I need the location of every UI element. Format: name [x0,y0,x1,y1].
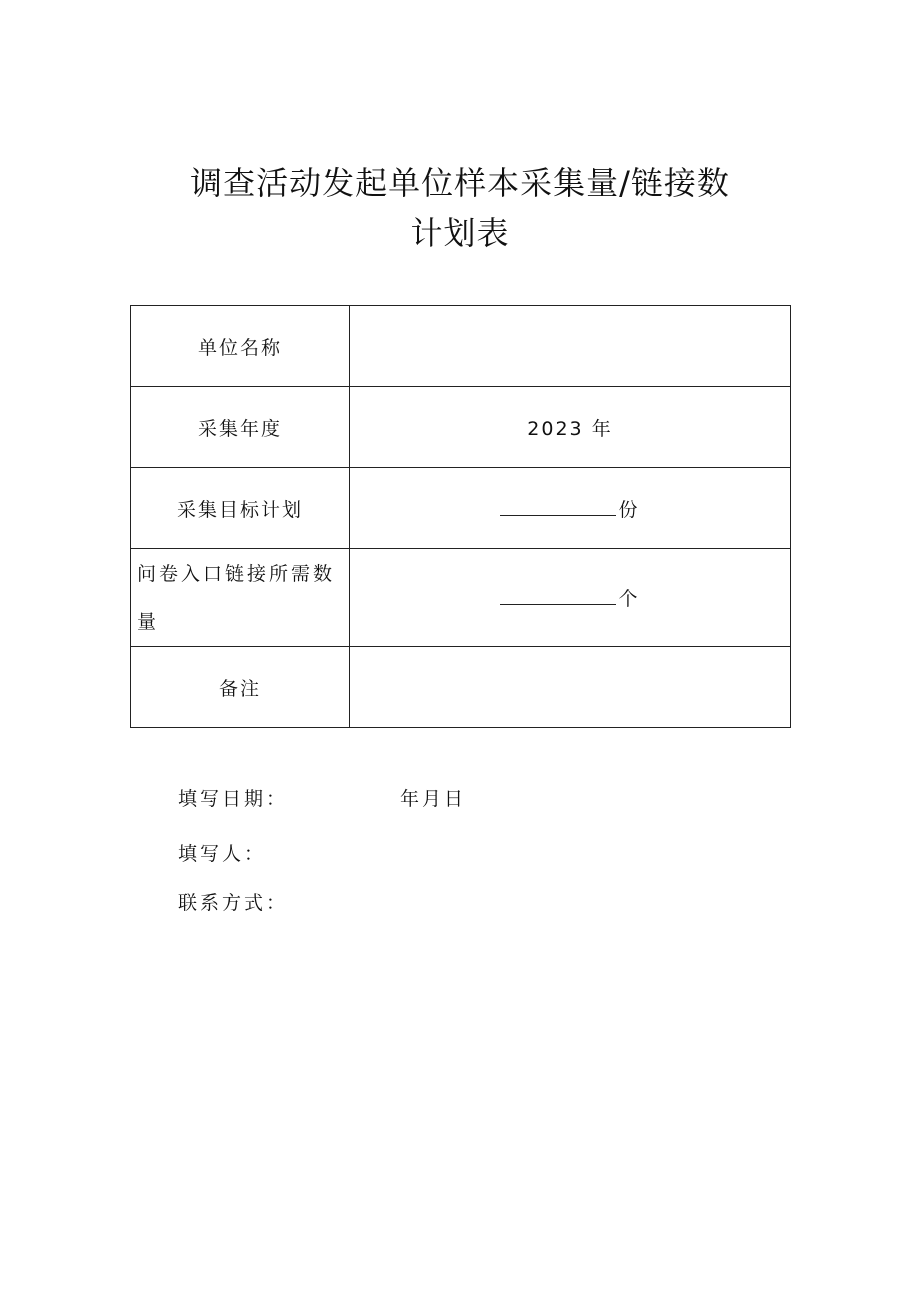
collection-year-value[interactable]: 2023 年 [350,387,791,468]
target-plan-unit: 份 [618,498,640,521]
filler-line [178,839,266,866]
link-count-unit: 个 [618,588,640,610]
table-row-remarks [131,647,791,728]
fill-date-label: 填写日期： [178,788,289,810]
fill-date-value[interactable]: 年月日 [400,788,467,810]
contact-line [178,888,288,915]
table-row-target-plan [131,468,791,549]
unit-name-field[interactable] [350,306,791,387]
plan-table [130,305,791,728]
target-plan-field[interactable] [350,468,791,549]
title-line-1: 调查活动发起单位样本采集量/链接数 [190,164,730,202]
page-title [0,158,920,258]
title-line-2: 计划表 [410,214,510,252]
collection-year-label: 采集年度 [131,387,350,468]
table-row-link-count [131,549,791,647]
remarks-label: 备注 [131,647,350,728]
remarks-field[interactable] [350,647,791,728]
filler-label: 填写人： [178,843,267,865]
link-count-blank[interactable] [500,586,616,605]
fill-date-line [178,784,467,811]
target-plan-blank[interactable] [500,497,616,516]
table-row-unit-name [131,306,791,387]
contact-label: 联系方式： [178,892,289,914]
target-plan-label: 采集目标计划 [131,468,350,549]
table-row-collection-year [131,387,791,468]
link-count-label: 问卷入口链接所需数量 [131,549,350,647]
unit-name-label: 单位名称 [131,306,350,387]
link-count-field[interactable] [350,549,791,647]
